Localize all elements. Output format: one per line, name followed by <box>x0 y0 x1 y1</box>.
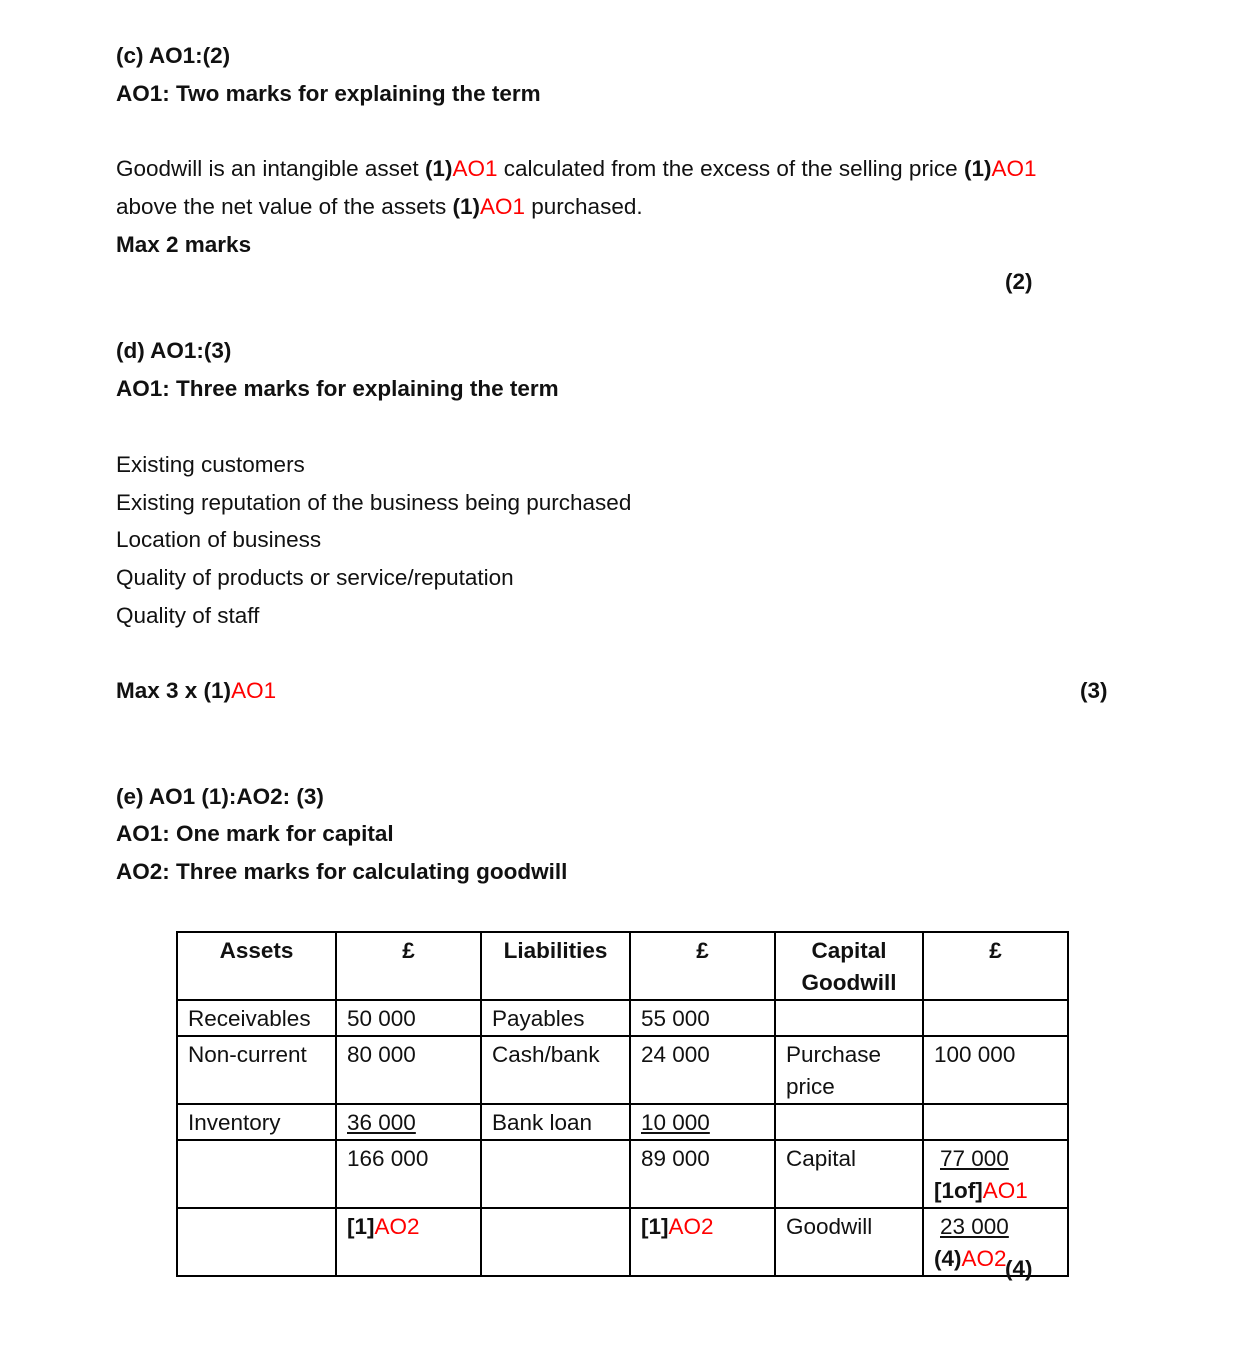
mark: (1) <box>424 156 453 181</box>
cell <box>336 1208 481 1276</box>
text: above the net value of the assets <box>116 194 453 219</box>
mark: (1) <box>963 156 992 181</box>
cell <box>481 1208 630 1276</box>
header-assets: Assets <box>177 932 336 1000</box>
table-row <box>177 1036 1068 1104</box>
cell: 80 000 <box>336 1036 481 1104</box>
cell: Non-current <box>177 1036 336 1104</box>
table-row <box>177 1104 1068 1140</box>
section-c-answer-line-1 <box>116 155 1036 183</box>
section-e-sub-2: AO2: Three marks for calculating goodwill <box>116 859 568 884</box>
section-d-max <box>116 677 276 705</box>
cell: Goodwill <box>775 1208 923 1276</box>
goodwill-value: 23 000 <box>940 1214 1009 1239</box>
cell: 55 000 <box>630 1000 775 1036</box>
cell-value: 36 000 <box>347 1110 416 1135</box>
cell <box>481 1140 630 1208</box>
goodwill-table <box>176 931 1069 1277</box>
cell-value: 10 000 <box>641 1110 710 1135</box>
header-currency: £ <box>336 932 481 1000</box>
header-currency: £ <box>630 932 775 1000</box>
mark: (1) <box>452 194 480 219</box>
cell: 166 000 <box>336 1140 481 1208</box>
cell <box>923 1000 1068 1036</box>
section-d-subheading: AO1: Three marks for explaining the term <box>116 376 559 401</box>
text: calculated from the excess of the selling price <box>497 156 964 181</box>
cell: 89 000 <box>630 1140 775 1208</box>
cell: Capital <box>775 1140 923 1208</box>
cell: Receivables <box>177 1000 336 1036</box>
cell <box>923 1208 1068 1276</box>
table-row <box>177 1000 1068 1036</box>
text: purchased. <box>525 194 643 219</box>
section-e-sub-1: AO1: One mark for capital <box>116 821 394 846</box>
cell: Cash/bank <box>481 1036 630 1104</box>
list-item: Existing reputation of the business being purchased <box>116 490 632 515</box>
section-c-subheading: AO1: Two marks for explaining the term <box>116 81 541 106</box>
cell <box>923 1104 1068 1140</box>
ao-label: AO1 <box>479 194 526 219</box>
table-header-row <box>177 932 1068 1000</box>
capital-value: 77 000 <box>940 1146 1009 1171</box>
list-item: Location of business <box>116 527 322 552</box>
cell <box>775 1000 923 1036</box>
ao-label: AO2 <box>668 1214 714 1239</box>
cell: Purchase price <box>775 1036 923 1104</box>
cell <box>177 1208 336 1276</box>
header-capital-goodwill: Capital Goodwill <box>775 932 923 1000</box>
cell <box>177 1140 336 1208</box>
mark: (4) <box>934 1246 962 1271</box>
table-row <box>177 1140 1068 1208</box>
cell <box>630 1208 775 1276</box>
cell: 100 000 <box>923 1036 1068 1104</box>
mark: [1of] <box>934 1178 983 1203</box>
ao-label: AO1 <box>231 678 277 703</box>
section-c-max: Max 2 marks <box>116 232 252 257</box>
section-e-total: (4) <box>1005 1256 1033 1281</box>
mark: [1] <box>641 1214 669 1239</box>
cell: 50 000 <box>336 1000 481 1036</box>
cell: Inventory <box>177 1104 336 1140</box>
cell <box>775 1104 923 1140</box>
cell <box>923 1140 1068 1208</box>
section-c-answer-line-2 <box>116 193 643 221</box>
list-item: Quality of staff <box>116 603 260 628</box>
header-currency: £ <box>923 932 1068 1000</box>
cell: Bank loan <box>481 1104 630 1140</box>
text: Goodwill is an intangible asset <box>116 156 425 181</box>
section-e-heading: (e) AO1 (1):AO2: (3) <box>116 784 324 809</box>
cell: 24 000 <box>630 1036 775 1104</box>
ao-label: AO1 <box>452 156 498 181</box>
header-liabilities: Liabilities <box>481 932 630 1000</box>
mark: [1] <box>347 1214 375 1239</box>
section-c-heading: (c) AO1:(2) <box>116 43 231 68</box>
section-d-total: (3) <box>1080 678 1108 703</box>
max-text: Max 3 x (1) <box>116 678 232 703</box>
ao-label: AO2 <box>374 1214 420 1239</box>
cell: Payables <box>481 1000 630 1036</box>
ao-label: AO1 <box>991 156 1037 181</box>
ao-label: AO2 <box>961 1246 1007 1271</box>
table-row <box>177 1208 1068 1276</box>
section-d-heading: (d) AO1:(3) <box>116 338 232 363</box>
ao-label: AO1 <box>982 1178 1028 1203</box>
list-item: Quality of products or service/reputation <box>116 565 514 590</box>
section-c-total: (2) <box>1005 269 1033 294</box>
list-item: Existing customers <box>116 452 305 477</box>
